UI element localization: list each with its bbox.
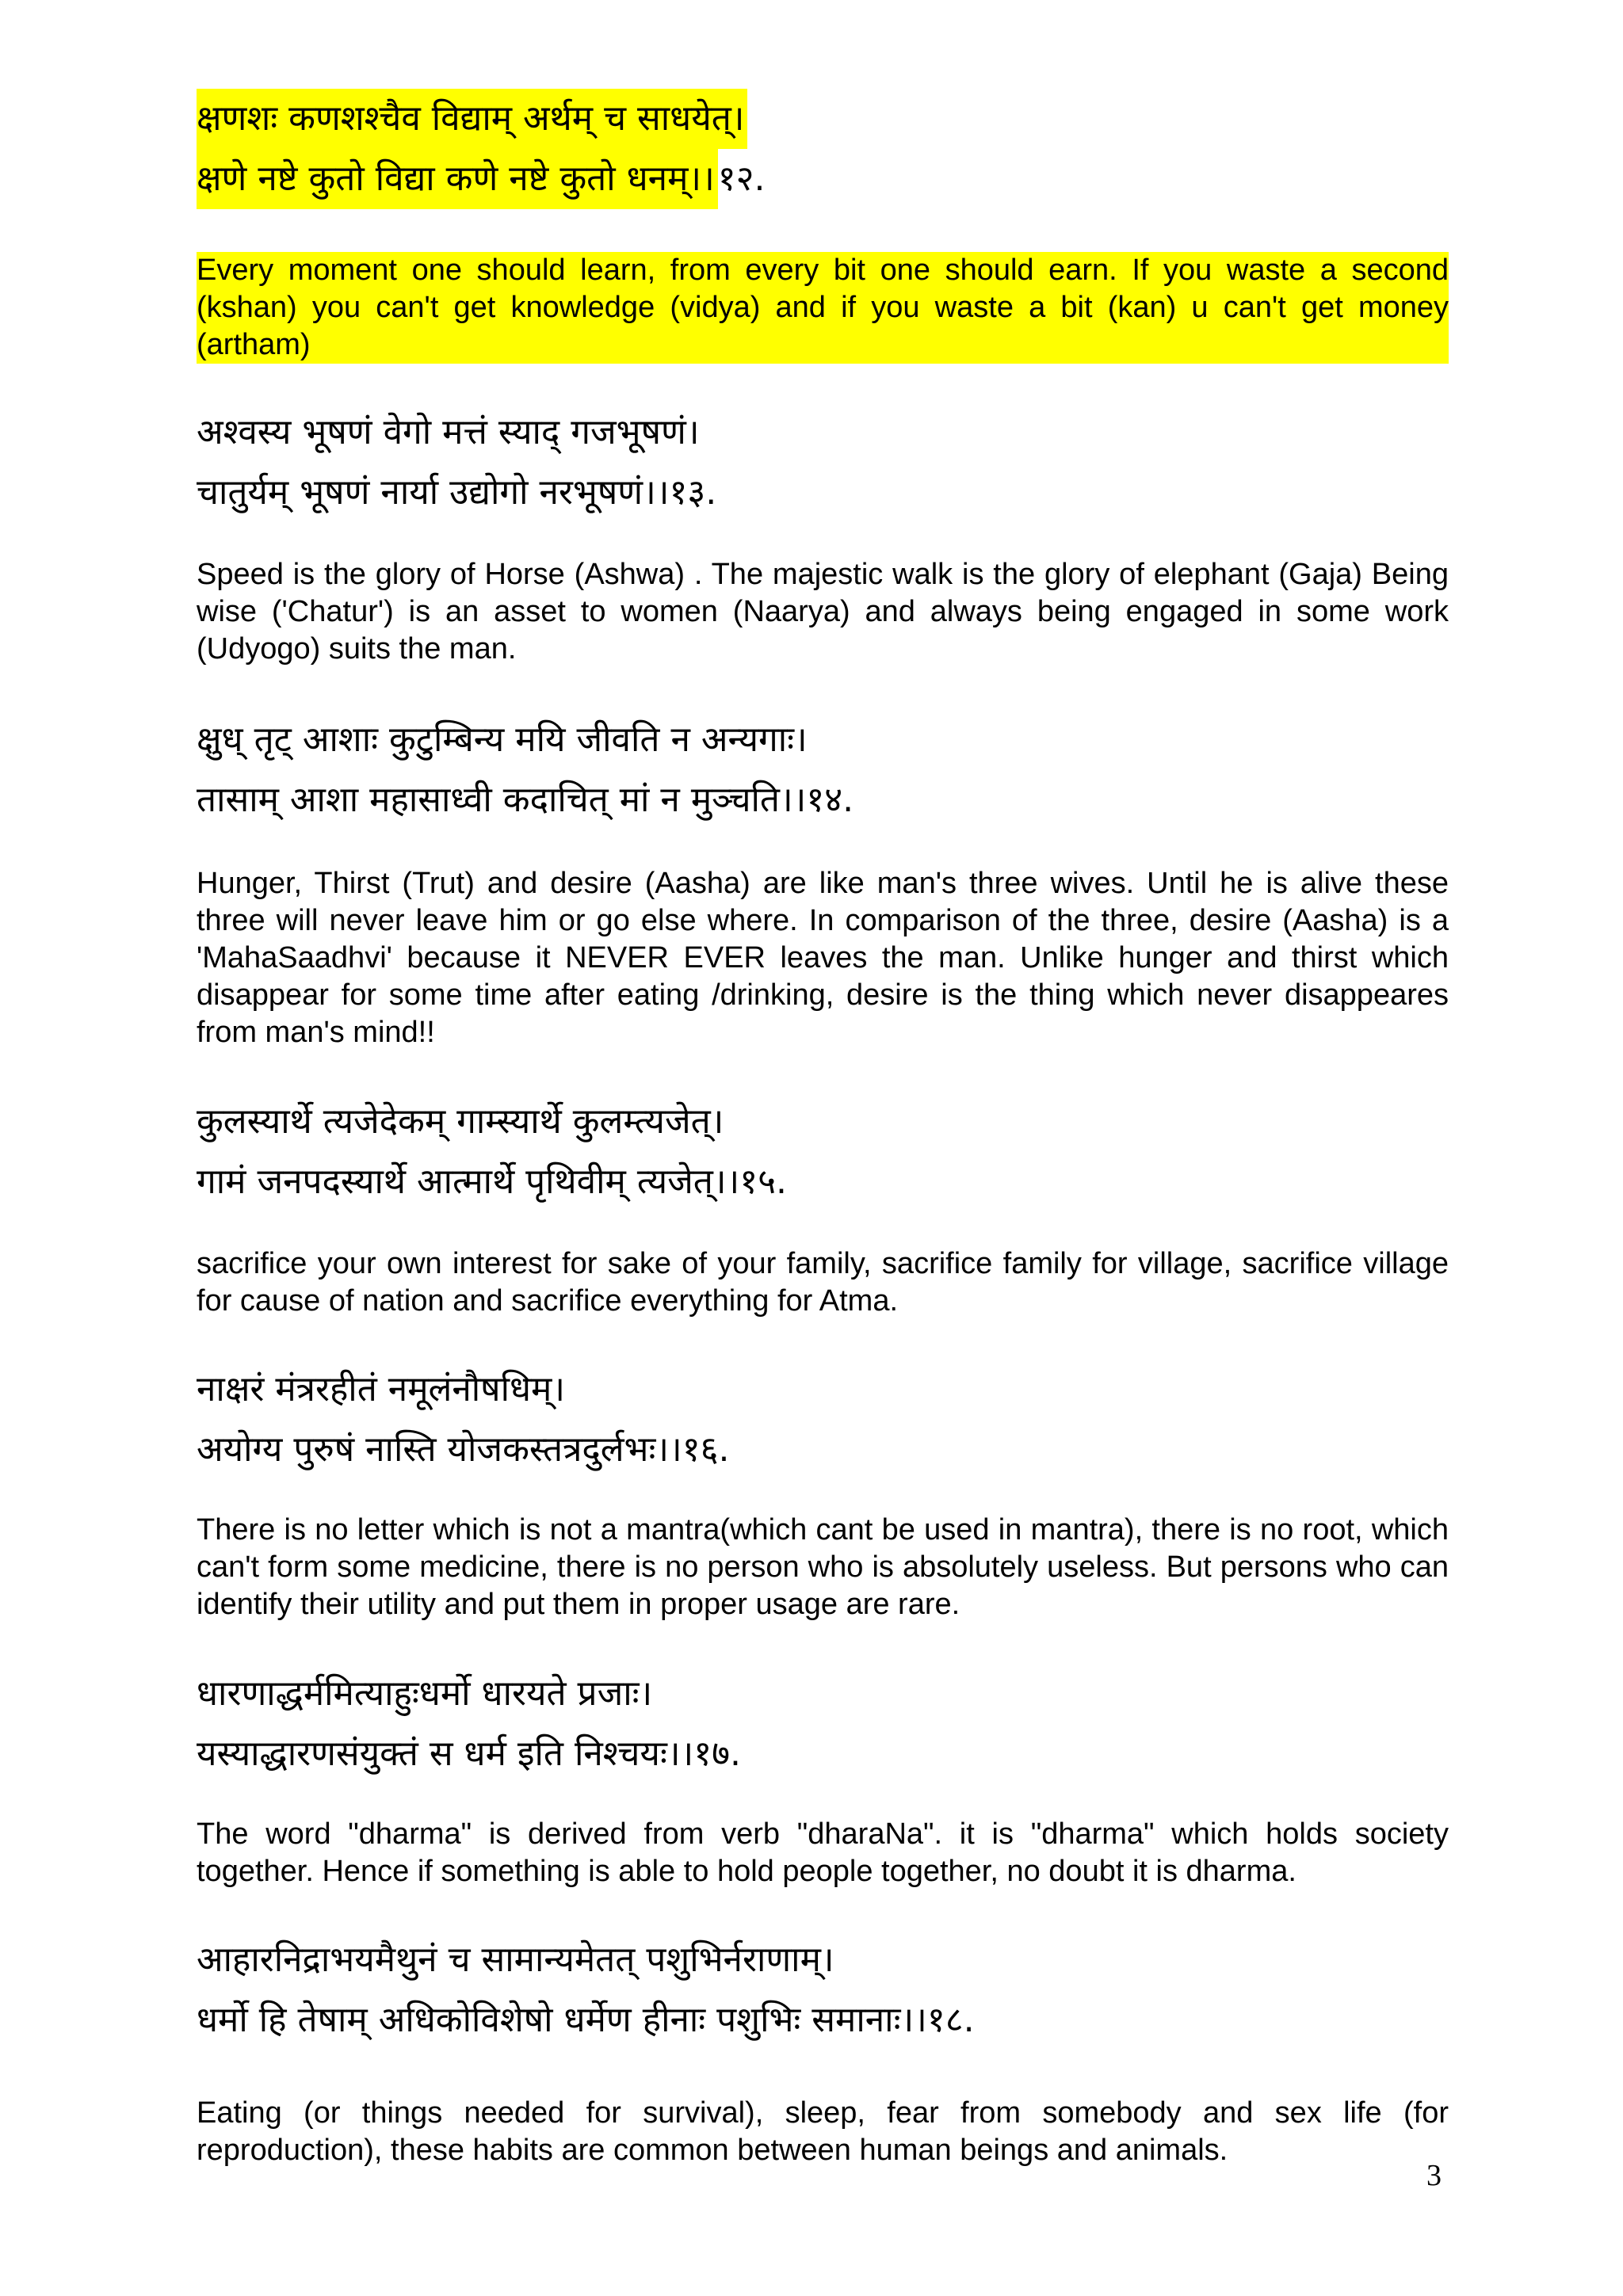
sanskrit-verse (197, 1664, 1449, 1784)
verse-line-2: क्षणे नष्टे कुतो विद्या कणे नष्टे कुतो धनम्।। (197, 149, 718, 209)
verse-12 (197, 89, 1449, 209)
explanation-text: Eating (or things needed for survival), sleep, fear from somebody and sex life (for reproduction), these habits are common between human beings and animals. (197, 2096, 1449, 2167)
sanskrit-verse (197, 89, 1449, 209)
verse-16 (197, 1360, 1449, 1480)
explanation-text: The word "dharma" is derived from verb "dharaNa". it is "dharma" which holds society together. Hence if something is able to hold people together, no doubt it is dharma. (197, 1817, 1449, 1888)
verse-number: १७. (693, 1733, 741, 1774)
explanation-text: Speed is the glory of Horse (Ashwa) . The majestic walk is the glory of elephant (Gaja) Being wise ('Chatur') is an asset to women (Naarya) and always being engaged in some work (Udyogo) suits the man. (197, 558, 1449, 666)
page-number: 3 (1426, 2159, 1442, 2192)
verse-line-2: अयोग्य पुरुषं नास्ति योजकस्तत्रदुर्लभः।। (197, 1429, 682, 1470)
sanskrit-verse (197, 1092, 1449, 1212)
verse-number: १२. (717, 158, 766, 199)
sanskrit-verse (197, 1360, 1449, 1480)
verse-17 (197, 1664, 1449, 1784)
verse-number: १८. (926, 2000, 975, 2040)
verse-number: १४. (806, 780, 854, 820)
explanation-13 (197, 556, 1449, 668)
verse-line-1: आहारनिद्राभयमैथुनं च सामान्यमेतत् पशुभिर्नराणाम्। (197, 1939, 834, 1980)
explanation-17 (197, 1816, 1449, 1890)
explanation-text: sacrifice your own interest for sake of your family, sacrifice family for village, sacrifice village for cause of nation and sacrifice everything for Atma. (197, 1247, 1449, 1318)
explanation-text: Every moment one should learn, from every bit one should earn. If you waste a second (kshan) you can't get knowledge (vidya) and if you waste a bit (kan) u can't get money (artham) (197, 252, 1449, 364)
explanation-15 (197, 1245, 1449, 1320)
explanation-12 (197, 252, 1449, 364)
explanation-14 (197, 865, 1449, 1051)
verse-line-2: धर्मो हि तेषाम् अधिकोविशेषो धर्मेण हीनाः पशुभिः समानाः।। (197, 2000, 927, 2040)
explanation-16 (197, 1512, 1449, 1623)
sanskrit-verse (197, 402, 1449, 523)
verse-14 (197, 710, 1449, 830)
verse-line-1: क्षणशः कणशश्चैव विद्याम् अर्थम् च साधयेत्। (197, 89, 747, 149)
verse-13 (197, 402, 1449, 523)
verse-line-2: यस्याद्धारणसंयुक्तं स धर्म इति निश्चयः।। (197, 1733, 694, 1774)
verse-15 (197, 1092, 1449, 1212)
verse-line-1: अश्वस्य भूषणं वेगो मत्तं स्याद् गजभूषणं। (197, 412, 700, 452)
explanation-text: There is no letter which is not a mantra(which cant be used in mantra), there is no root, which can't form some medicine, there is no person who is absolutely useless. But persons who can identify their utility and put them in proper usage are rare. (197, 1513, 1449, 1621)
verse-number: १५. (739, 1161, 787, 1202)
verse-line-1: क्षुध् तृट् आशाः कुटुम्बिन्य मयि जीवति न अन्यगाः। (197, 719, 808, 760)
explanation-18 (197, 2095, 1449, 2169)
verse-line-1: धारणाद्धर्ममित्याहुःधर्मो धारयते प्रजाः। (197, 1673, 653, 1714)
sanskrit-verse (197, 1930, 1449, 2050)
verse-number: १३. (669, 472, 717, 513)
verse-line-1: कुलस्यार्थे त्यजेदेकम् गाम्स्यार्थे कुलम्त्यजेत्। (197, 1101, 724, 1142)
verse-line-2: चातुर्यम् भूषणं नार्या उद्योगो नरभूषणं।। (197, 472, 670, 513)
verse-line-1: नाक्षरं मंत्ररहीतं नमूलंनौषधिम्। (197, 1369, 566, 1409)
verse-line-2: गामं जनपदस्यार्थे आत्मार्थे पृथिवीम् त्यजेत्।। (197, 1161, 740, 1202)
explanation-text: Hunger, Thirst (Trut) and desire (Aasha) are like man's three wives. Until he is alive these three will never leave him or go else where. In comparison of the three, desire (Aasha) is a 'MahaSaadhvi' because it NEVER EVER leaves the man. Unlike hunger and thirst which disappear for some time after eating /drinking, desire is the thing which never disappeares from man's mind!! (197, 867, 1449, 1049)
verse-line-2: तासाम् आशा महासाध्वी कदाचित् मां न मुञ्चति।। (197, 780, 807, 820)
verse-number: १६. (682, 1429, 730, 1470)
verse-18 (197, 1930, 1449, 2050)
sanskrit-verse (197, 710, 1449, 830)
